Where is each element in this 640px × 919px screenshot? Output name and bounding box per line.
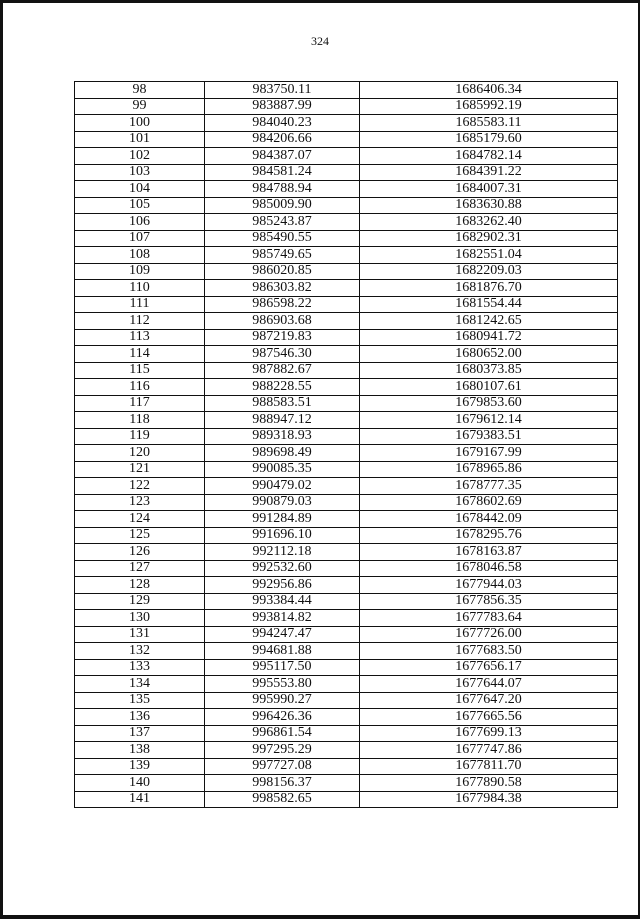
point-number-cell: 135 [75, 692, 205, 709]
x-coordinate-cell: 990479.02 [205, 478, 360, 495]
point-number-cell: 119 [75, 428, 205, 445]
x-coordinate-cell: 995553.80 [205, 676, 360, 693]
point-number-cell: 101 [75, 131, 205, 148]
point-number-cell: 127 [75, 560, 205, 577]
table-row [75, 296, 618, 313]
point-number-cell: 98 [75, 82, 205, 99]
point-number-cell: 116 [75, 379, 205, 396]
x-coordinate-cell: 992112.18 [205, 544, 360, 561]
y-coordinate-cell: 1678965.86 [360, 461, 618, 478]
x-coordinate-cell: 984206.66 [205, 131, 360, 148]
table-row [75, 214, 618, 231]
point-number-cell: 136 [75, 709, 205, 726]
x-coordinate-cell: 990085.35 [205, 461, 360, 478]
x-coordinate-cell: 987546.30 [205, 346, 360, 363]
point-number-cell: 110 [75, 280, 205, 297]
point-number-cell: 118 [75, 412, 205, 429]
table-row [75, 527, 618, 544]
coordinates-table [74, 81, 618, 808]
coordinates-table-body [75, 82, 618, 808]
point-number-cell: 114 [75, 346, 205, 363]
y-coordinate-cell: 1679612.14 [360, 412, 618, 429]
x-coordinate-cell: 992956.86 [205, 577, 360, 594]
table-row [75, 791, 618, 808]
point-number-cell: 111 [75, 296, 205, 313]
y-coordinate-cell: 1680373.85 [360, 362, 618, 379]
y-coordinate-cell: 1677665.56 [360, 709, 618, 726]
y-coordinate-cell: 1678602.69 [360, 494, 618, 511]
x-coordinate-cell: 985009.90 [205, 197, 360, 214]
y-coordinate-cell: 1682551.04 [360, 247, 618, 264]
point-number-cell: 99 [75, 98, 205, 115]
table-row [75, 494, 618, 511]
x-coordinate-cell: 983887.99 [205, 98, 360, 115]
point-number-cell: 107 [75, 230, 205, 247]
point-number-cell: 138 [75, 742, 205, 759]
table-row [75, 478, 618, 495]
point-number-cell: 140 [75, 775, 205, 792]
table-row [75, 247, 618, 264]
table-row [75, 577, 618, 594]
x-coordinate-cell: 992532.60 [205, 560, 360, 577]
x-coordinate-cell: 989698.49 [205, 445, 360, 462]
y-coordinate-cell: 1678777.35 [360, 478, 618, 495]
table-row [75, 197, 618, 214]
y-coordinate-cell: 1681242.65 [360, 313, 618, 330]
table-row [75, 544, 618, 561]
table-row [75, 709, 618, 726]
y-coordinate-cell: 1677656.17 [360, 659, 618, 676]
x-coordinate-cell: 984040.23 [205, 115, 360, 132]
x-coordinate-cell: 993384.44 [205, 593, 360, 610]
y-coordinate-cell: 1684782.14 [360, 148, 618, 165]
x-coordinate-cell: 987882.67 [205, 362, 360, 379]
y-coordinate-cell: 1684007.31 [360, 181, 618, 198]
table-row [75, 560, 618, 577]
y-coordinate-cell: 1684391.22 [360, 164, 618, 181]
x-coordinate-cell: 996861.54 [205, 725, 360, 742]
y-coordinate-cell: 1685179.60 [360, 131, 618, 148]
y-coordinate-cell: 1677747.86 [360, 742, 618, 759]
table-row [75, 131, 618, 148]
point-number-cell: 131 [75, 626, 205, 643]
x-coordinate-cell: 986903.68 [205, 313, 360, 330]
y-coordinate-cell: 1683630.88 [360, 197, 618, 214]
point-number-cell: 132 [75, 643, 205, 660]
y-coordinate-cell: 1677890.58 [360, 775, 618, 792]
point-number-cell: 100 [75, 115, 205, 132]
x-coordinate-cell: 989318.93 [205, 428, 360, 445]
point-number-cell: 120 [75, 445, 205, 462]
point-number-cell: 141 [75, 791, 205, 808]
x-coordinate-cell: 985749.65 [205, 247, 360, 264]
point-number-cell: 125 [75, 527, 205, 544]
y-coordinate-cell: 1679383.51 [360, 428, 618, 445]
point-number-cell: 112 [75, 313, 205, 330]
y-coordinate-cell: 1679167.99 [360, 445, 618, 462]
point-number-cell: 104 [75, 181, 205, 198]
table-row [75, 758, 618, 775]
point-number-cell: 137 [75, 725, 205, 742]
x-coordinate-cell: 987219.83 [205, 329, 360, 346]
table-row [75, 263, 618, 280]
point-number-cell: 124 [75, 511, 205, 528]
y-coordinate-cell: 1680652.00 [360, 346, 618, 363]
table-row [75, 775, 618, 792]
y-coordinate-cell: 1677856.35 [360, 593, 618, 610]
x-coordinate-cell: 991696.10 [205, 527, 360, 544]
table-row [75, 461, 618, 478]
table-row [75, 230, 618, 247]
table-row [75, 362, 618, 379]
y-coordinate-cell: 1678163.87 [360, 544, 618, 561]
y-coordinate-cell: 1677699.13 [360, 725, 618, 742]
y-coordinate-cell: 1683262.40 [360, 214, 618, 231]
point-number-cell: 113 [75, 329, 205, 346]
x-coordinate-cell: 998582.65 [205, 791, 360, 808]
x-coordinate-cell: 994247.47 [205, 626, 360, 643]
y-coordinate-cell: 1680107.61 [360, 379, 618, 396]
x-coordinate-cell: 983750.11 [205, 82, 360, 99]
x-coordinate-cell: 985243.87 [205, 214, 360, 231]
table-row [75, 742, 618, 759]
x-coordinate-cell: 988583.51 [205, 395, 360, 412]
y-coordinate-cell: 1677647.20 [360, 692, 618, 709]
point-number-cell: 105 [75, 197, 205, 214]
table-row [75, 82, 618, 99]
x-coordinate-cell: 984387.07 [205, 148, 360, 165]
scan-border-left [0, 0, 3, 919]
y-coordinate-cell: 1677811.70 [360, 758, 618, 775]
table-row [75, 643, 618, 660]
y-coordinate-cell: 1677683.50 [360, 643, 618, 660]
table-row [75, 379, 618, 396]
y-coordinate-cell: 1677944.03 [360, 577, 618, 594]
x-coordinate-cell: 986020.85 [205, 263, 360, 280]
x-coordinate-cell: 998156.37 [205, 775, 360, 792]
table-row [75, 445, 618, 462]
table-row [75, 313, 618, 330]
x-coordinate-cell: 996426.36 [205, 709, 360, 726]
x-coordinate-cell: 995117.50 [205, 659, 360, 676]
point-number-cell: 121 [75, 461, 205, 478]
table-row [75, 610, 618, 627]
x-coordinate-cell: 984581.24 [205, 164, 360, 181]
y-coordinate-cell: 1682902.31 [360, 230, 618, 247]
point-number-cell: 103 [75, 164, 205, 181]
x-coordinate-cell: 990879.03 [205, 494, 360, 511]
point-number-cell: 128 [75, 577, 205, 594]
table-row [75, 725, 618, 742]
table-row [75, 115, 618, 132]
point-number-cell: 117 [75, 395, 205, 412]
x-coordinate-cell: 985490.55 [205, 230, 360, 247]
table-row [75, 676, 618, 693]
y-coordinate-cell: 1677726.00 [360, 626, 618, 643]
y-coordinate-cell: 1685583.11 [360, 115, 618, 132]
y-coordinate-cell: 1682209.03 [360, 263, 618, 280]
x-coordinate-cell: 993814.82 [205, 610, 360, 627]
table-row [75, 164, 618, 181]
y-coordinate-cell: 1681876.70 [360, 280, 618, 297]
table-row [75, 511, 618, 528]
page-number: 324 [311, 34, 329, 48]
table-row [75, 329, 618, 346]
table-row [75, 593, 618, 610]
x-coordinate-cell: 995990.27 [205, 692, 360, 709]
point-number-cell: 129 [75, 593, 205, 610]
point-number-cell: 115 [75, 362, 205, 379]
point-number-cell: 108 [75, 247, 205, 264]
point-number-cell: 133 [75, 659, 205, 676]
table-row [75, 428, 618, 445]
x-coordinate-cell: 997727.08 [205, 758, 360, 775]
point-number-cell: 122 [75, 478, 205, 495]
x-coordinate-cell: 984788.94 [205, 181, 360, 198]
table-row [75, 395, 618, 412]
table-row [75, 692, 618, 709]
y-coordinate-cell: 1681554.44 [360, 296, 618, 313]
table-row [75, 280, 618, 297]
point-number-cell: 134 [75, 676, 205, 693]
x-coordinate-cell: 997295.29 [205, 742, 360, 759]
y-coordinate-cell: 1678442.09 [360, 511, 618, 528]
point-number-cell: 109 [75, 263, 205, 280]
point-number-cell: 123 [75, 494, 205, 511]
x-coordinate-cell: 994681.88 [205, 643, 360, 660]
table-row [75, 181, 618, 198]
point-number-cell: 130 [75, 610, 205, 627]
y-coordinate-cell: 1686406.34 [360, 82, 618, 99]
table-row [75, 346, 618, 363]
point-number-cell: 102 [75, 148, 205, 165]
table-row [75, 148, 618, 165]
y-coordinate-cell: 1678295.76 [360, 527, 618, 544]
y-coordinate-cell: 1677984.38 [360, 791, 618, 808]
scan-border-bottom [0, 915, 640, 919]
point-number-cell: 139 [75, 758, 205, 775]
x-coordinate-cell: 986303.82 [205, 280, 360, 297]
table-row [75, 98, 618, 115]
x-coordinate-cell: 988228.55 [205, 379, 360, 396]
table-row [75, 412, 618, 429]
point-number-cell: 126 [75, 544, 205, 561]
y-coordinate-cell: 1679853.60 [360, 395, 618, 412]
y-coordinate-cell: 1680941.72 [360, 329, 618, 346]
table-row [75, 626, 618, 643]
scan-border-top [0, 0, 640, 3]
y-coordinate-cell: 1678046.58 [360, 560, 618, 577]
x-coordinate-cell: 988947.12 [205, 412, 360, 429]
point-number-cell: 106 [75, 214, 205, 231]
table-row [75, 659, 618, 676]
y-coordinate-cell: 1685992.19 [360, 98, 618, 115]
x-coordinate-cell: 991284.89 [205, 511, 360, 528]
y-coordinate-cell: 1677644.07 [360, 676, 618, 693]
y-coordinate-cell: 1677783.64 [360, 610, 618, 627]
x-coordinate-cell: 986598.22 [205, 296, 360, 313]
